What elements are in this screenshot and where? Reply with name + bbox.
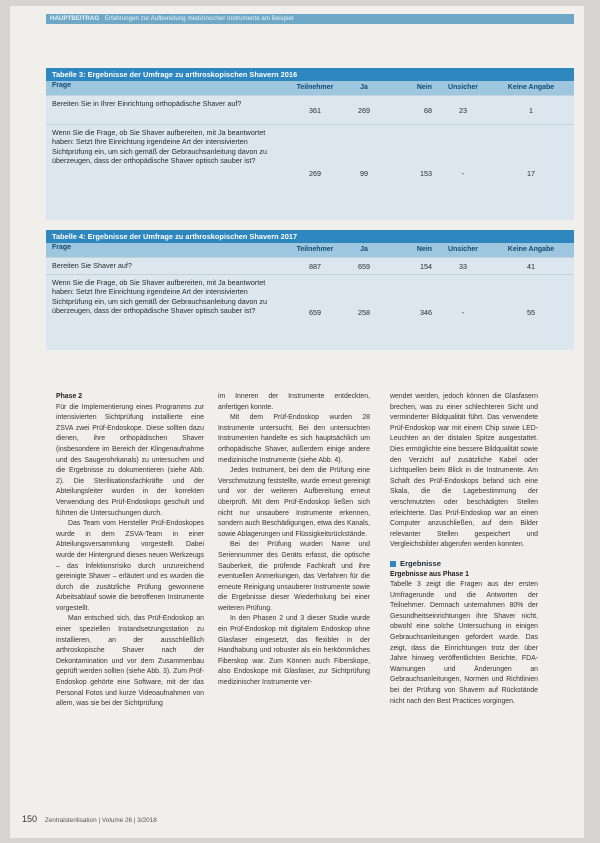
cell-unsicher: - <box>461 168 465 178</box>
cell-keine-angabe: 1 <box>529 105 533 115</box>
cell-teilnehmer: 659 <box>309 307 321 317</box>
cell-keine-angabe: 17 <box>527 168 535 178</box>
cell-unsicher: 23 <box>459 105 467 115</box>
th-frage: Frage <box>52 244 72 251</box>
text-column-2 <box>218 392 370 689</box>
running-header <box>46 14 574 24</box>
th-teilnehmer: Teilnehmer <box>296 84 334 91</box>
th-frage: Frage <box>52 82 72 89</box>
table-row <box>46 274 574 349</box>
paragraph: Jedes Instrument, bei dem die Prüfung eine Verschmutzung feststellte, wurde erneut gereinigt und vor der weiteren Aufbereitung erneut überprüft. Mit dem Prüf-Endoskop ließen sich nicht nur unsaubere Instrumente erkennen, sondern auch Beschädigungen, etwa des Kanals, sowie Ablagerungen und Flüssigkeitsrückstände. <box>218 467 370 538</box>
page-number: 150 <box>22 814 38 824</box>
text-column-3 <box>390 392 538 707</box>
paragraph: Tabelle 3 zeigt die Fragen aus der ersten Umfragerunde und die Antworten der Teilnehmer. Demnach unternahmen 80% der Gesundheitseinrichtungen ihre Shaver nicht, obwohl eine solche Untersuchung in einigen Gebrauchsanleitungen gefordert wurde. Das zeigt, dass die Einrichtungen trotz der über Jahre hinweg veröffentlichten Berichte, FDA-Warnungen und Änderungen an Gebrauchsanleitungen, Normen und Richtlinien bei der Prüfung von Shavern auf Rückstände nicht nach den Best Practices vorgingen. <box>390 581 538 705</box>
cell-frage: Bereiten Sie in Ihrer Einrichtung orthopädische Shaver auf? <box>52 99 242 108</box>
cell-nein: 153 <box>420 168 432 178</box>
table-4 <box>46 230 574 350</box>
cell-frage: Bereiten Sie Shaver auf? <box>52 261 132 270</box>
th-unsicher: Unsicher <box>448 84 478 91</box>
cell-keine-angabe: 41 <box>527 261 535 271</box>
cell-frage: Wenn Sie die Frage, ob Sie Shaver aufbereiten, mit Ja beantwortet haben: Setzt Ihre Einrichtung irgendeine Art der intensivierten Sichtprüfung ein, um sich gemäß der Gebrauchsanleitung davon zu überzeugen, dass der orthopädische Shaver optisch sauber ist? <box>52 128 267 166</box>
th-ja: Ja <box>360 84 368 91</box>
table-3 <box>46 68 574 220</box>
th-nein: Nein <box>416 84 432 91</box>
table-4-caption: Tabelle 4: Ergebnisse der Umfrage zu arthroskopischen Shavern 2017 <box>46 230 574 243</box>
cell-nein: 346 <box>420 307 432 317</box>
table-row <box>46 95 574 124</box>
paragraph: Das Team vom Hersteller Prüf-Endoskopes wurde in dem ZSVA-Team in einer Abteilungsversammlung vorgestellt. Dabei wurde der Hintergrund dieses neuen Werkzeugs – das Infektionsrisiko durch unzureichend gereinigte Shaver – erläutert und es wurden die durch die zusätzliche Prüfung gewonnene Arbeitsablauf sowie die betroffenen Instrumente vorgestellt. <box>56 520 204 612</box>
th-ja: Ja <box>360 246 368 253</box>
paragraph: Bei der Prüfung wurden Name und Seriennummer des Geräts erfasst, die optische Sauberkeit, die prüfende Fachkraft und ihre eventuellen Anmerkungen, das Verfahren für die erneute Reinigung unsauberer Instrumente sowie die Ergebnisse dieser Wiederholung bei einer weiteren Prüfung. <box>218 541 370 612</box>
section-square-icon <box>390 561 396 567</box>
th-keine-angabe: Keine Angabe <box>507 246 555 253</box>
paragraph: Man entschied sich, das Prüf-Endoskop an einer speziellen Instandsetzungsstation zu installieren, an der ausschließlich arthroskopische Shaver nach der Dekontamination und vor dem Zusammenbau geprüft werden sollten (siehe Abb. 3). Zum Prüf-Endoskop gehörte eine Software, mit der das Personal Fotos und kurze Videoaufnahmen von allem, was sie bei der Sichtprüfung <box>56 615 204 708</box>
section-heading-phase-2: Phase 2 <box>56 393 83 400</box>
text-column-1 <box>56 392 204 710</box>
cell-ja: 269 <box>358 105 370 115</box>
th-teilnehmer: Teilnehmer <box>296 246 334 253</box>
paragraph: Für die Implementierung eines Programms zur intensivierten Sichtprüfung installierte eine ZSVA zwei Prüf-Endoskope. Diese sollten dazu dienen, ihre orthopädischen Shaver (insbesondere im Bereich der Klingenaufnahme und des Saugerohrkanals) zu untersuchen und die Ergebnisse zu dokumentieren (siehe Abb. 2). Die Sterilisationsfachkräfte und der Abteilungsleiter wurden in der korrekten Verwendung des Prüf-Endoskops geschult und führten die Untersuchungen durch. <box>56 403 204 517</box>
cell-nein: 68 <box>424 105 432 115</box>
paragraph: im Inneren der Instrumente entdeckten, anfertigen konnte. <box>218 393 370 411</box>
cell-unsicher: 33 <box>459 261 467 271</box>
th-nein: Nein <box>416 246 432 253</box>
page-footer <box>22 814 157 824</box>
table-3-header <box>46 81 574 95</box>
cell-unsicher: - <box>461 307 465 317</box>
cell-frage: Wenn Sie die Frage, ob Sie Shaver aufbereiten, mit Ja beantwortet haben: Setzt Ihre Einrichtung irgendeine Art der intensivierten Sichtprüfung ein, um sich gemäß der Gebrauchsanleitung davon zu überzeugen, dass der orthopädische Shaver optisch sauber ist? <box>52 278 267 316</box>
header-keyword: HAUPTBEITRAG <box>50 15 100 22</box>
section-title: Ergebnisse <box>400 558 441 568</box>
section-heading-ergebnisse <box>390 559 538 570</box>
journal-reference: Zentralsterilisation | Volume 26 | 3/2018 <box>44 817 157 824</box>
cell-teilnehmer: 887 <box>309 261 321 271</box>
paragraph: In den Phasen 2 und 3 dieser Studie wurde ein Prüf-Endoskop mit digitalem Endoskop ohne Glasfaser eingesetzt, das flexibler in der Handhabung und robuster als ein herkömmliches Fiberskop war. Zum Können auch Fiberskope, also Endoskope mit Glasfaser, zur Sichtprüfung medizinischer Instrumente ver- <box>218 615 370 687</box>
table-row <box>46 124 574 221</box>
cell-ja: 258 <box>358 307 370 317</box>
cell-ja: 659 <box>358 261 370 271</box>
cell-teilnehmer: 361 <box>309 105 321 115</box>
table-row <box>46 257 574 274</box>
table-4-header <box>46 243 574 257</box>
cell-nein: 154 <box>420 261 432 271</box>
subheading-phase-1: Ergebnisse aus Phase 1 <box>390 570 469 578</box>
th-keine-angabe: Keine Angabe <box>507 84 555 91</box>
table-3-caption: Tabelle 3: Ergebnisse der Umfrage zu arthroskopischen Shavern 2016 <box>46 68 574 81</box>
paragraph: wendet werden, jedoch können die Glasfasern brechen, was zu einer schlechteren Sicht und verminderter Bildqualität führt. Das verwendete Prüf-Endoskop war mit einem Chip sowie LED-Leuchten an der distalen Spitze ausgestattet. Dies ermöglichte eine bessere Bildqualität sowie den Verzicht auf zusätzliche Kabel oder Lichtquellen beim Blick in die Instrumente. Am Schaft des Prüf-Endoskops befand sich eine Skala, die die Lagebestimmung der verschmutzten oder beschädigten Stellen erleichterte. Das Prüf-Endoskop war an einen Computer anzuschließen, auf dem Bilder relevanter Stellen gespeichert und Vergleichsbilder abgerufen werden konnten. <box>390 393 538 549</box>
paragraph: Mit dem Prüf-Endoskop wurden 28 Instrumente untersucht. Bei den untersuchten Instrumenten handelte es sich hauptsächlich um orthopädische Shaver, außerdem einige andere medizinische Instrumente (siehe Abb. 4). <box>218 414 370 464</box>
cell-ja: 99 <box>360 168 368 178</box>
cell-keine-angabe: 55 <box>527 307 535 317</box>
cell-teilnehmer: 269 <box>309 168 321 178</box>
th-unsicher: Unsicher <box>448 246 478 253</box>
header-title: Erfahrungen zur Aufbereitung medizinischer Instrumente am Beispiel <box>104 15 294 22</box>
